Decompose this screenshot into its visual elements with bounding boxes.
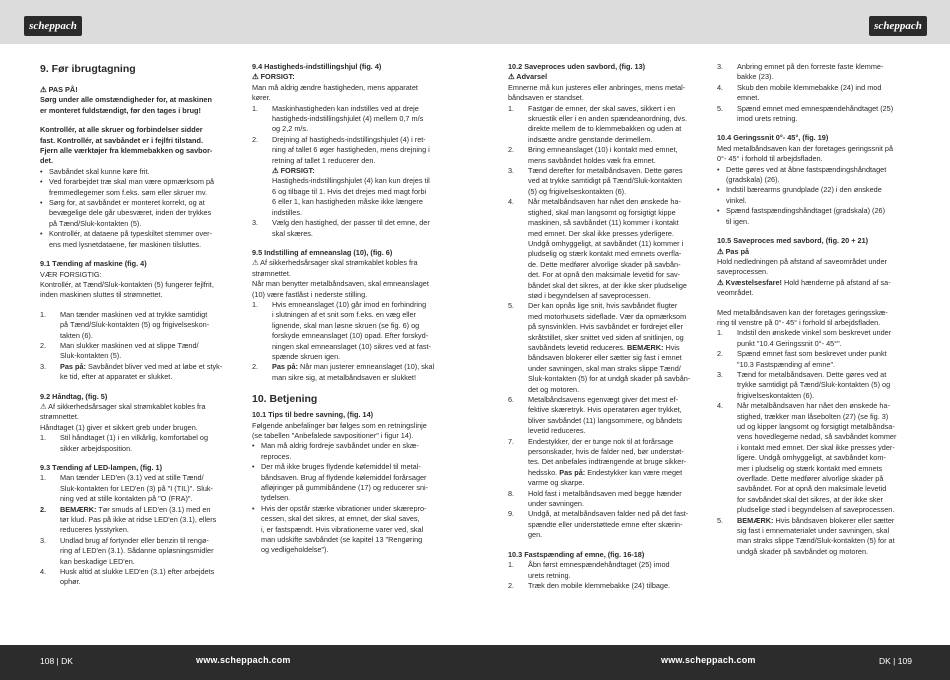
- page-number-left: 108 | DK: [40, 656, 73, 666]
- list-item: 3. Undlad brug af fortynder eller benzin til rengø- ring af LED'en (3.1). Sådanne opløsningsmidler kan beskadige LED'en.: [40, 535, 214, 566]
- list-item: 4. Når metalbåndsaven har nået den ønskede ha- stighed, skal man langsomt og forsigtigt kippe maskinen, så savbåndet (11) kommer i kontakt med emnet. Der skal ikke presses yderligere. Undgå omhyggeligt, at savbåndet (11) kommer i pludselig og stærk kontakt med emnets overfla- de. Dette medfører alvorlige skader på savbån- det. For at opnå den maksimale levetid for sav- båndet skal det sikres, at der ikke sker pludselige stød i begyndelsen af saveprocessen.: [508, 197, 687, 300]
- text-line: Hold nedledningen på afstand af saveområdet under: [717, 256, 887, 266]
- list-item: 5. Der kan opnås lige snit, hvis savbåndet flugter med motorhusets sideflade. Vær da opmærksom på synsvinklen. Hvis savbåndet er fordrejet eller skråtstillet, sker snittet ved siden af snitlinjen, og savbåndets levetid reduceres. BEMÆRK: Hvis båndsaven blokerer eller sætter sig fast i emnet under savningen, skal man straks slippe Tænd/ Sluk-kontakten (5) for at undgå skader på savbån- det og motoren.: [508, 301, 691, 394]
- list-item: 5. BEMÆRK: Hvis båndsaven blokerer eller sætter sig fast i emnematerialet under savningen, skal man straks slippe Tænd/Sluk-kontakten (5) for at undgå skader på savbåndet og motoren.: [717, 515, 895, 556]
- text-line: saveprocessen.: [717, 267, 769, 277]
- list-item: 2. Drejning af hastigheds-indstillingshjulet (4) i ret- ning af tallet 6 øger hastigheden, mens drejning i retning af tallet 1 reducerer den. ⚠ FORSIGT: Hastigheds-indstillingshjulet (4) kan kun drejes til 6 og tilbage til 1. Hvis det drejes med magt forbi 6 eller 1, kan hastigheden måske ikke længere indstilles.: [252, 134, 430, 217]
- text-line: Emnerne må kun justeres eller anbringes, mens metal-: [508, 82, 686, 92]
- text-line: ⚠ Af sikkerhedsårsager skal strømkablet kobles fra: [40, 401, 206, 411]
- list-item: 1. Man tænder maskinen ved at trykke samtidigt på Tænd/Sluk-kontakten (5) og frigivelseskon- takten (6).: [40, 309, 210, 340]
- column-3: [508, 62, 700, 591]
- text-line: (10) være fastlåst i nederste stilling.: [252, 289, 368, 299]
- column-2: [252, 62, 444, 556]
- list-item: 6. Metalbåndsavens egenvægt giver det mest ef- fektive skæretryk. Hvis operatøren øger trykket, bliver savbåndet (11) langsommere, og båndets levetid reduceres.: [508, 395, 682, 436]
- bullet-item: • Ved forarbejdet træ skal man være opmærksom på fremmedlegemer som f.eks. søm eller skruer mv.: [40, 177, 215, 197]
- text-line: er monteret fuldstændigt, før den tages i brug!: [40, 105, 201, 115]
- section-9-2-heading: 9.2 Håndtag, (fig. 5): [40, 391, 108, 401]
- text-line: Sørg under alle omstændigheder for, at maskinen: [40, 95, 212, 105]
- website-link-right[interactable]: www.scheppach.com: [661, 655, 756, 665]
- column-4: [717, 62, 911, 557]
- list-item: 2. Træk den mobile klemmebakke (24) tilbage.: [508, 580, 671, 590]
- list-item: 4. Når metalbåndsaven har nået den ønskede ha- stighed, trækker man låsebolten (27) (se fig. 3) ud og kipper langsomt og forsigtigt metalbåndsa- vens hovedlegeme nedad, så savbåndet kommer i kontakt med emnet. Der skal ikke presses yder- ligere. Undgå omhyggeligt, at savbåndet kom- mer i pludselig og stærk kontakt med emnets overflade. Dette medfører alvorlige skader på savbåndet. For at opnå den maksimale levetid for savbåndet skal det sikres, at der ikke sker pludselige stød i begyndelsen af saveprocessen.: [717, 401, 897, 515]
- header-bar: [0, 0, 950, 44]
- text-line: Fjern alle værktøjer fra klemmebakken og savbor-: [40, 146, 213, 156]
- caution-label: ⚠ Pas på: [717, 246, 750, 256]
- section-10-heading: 10. Betjening: [252, 393, 318, 406]
- text-line: Følgende anbefalinger bør følges som en retningslinje: [252, 420, 427, 430]
- list-item: 1. Hvis emneanslaget (10) går imod en forhindring i slutningen af et snit som f.eks. en væg eller lignende, skal man løsne skruen (se fig. 6) og forskyde emneanslaget (10) opad. Efter forskyd- ningen skal emneanslaget (10) sikres ved at fast- spænde skruen igen.: [252, 299, 431, 361]
- list-item: 1. Åbn først emnespændehåndtaget (25) imod urets retning.: [508, 560, 670, 580]
- bullet-item: • Spænd fastspændingshåndtaget (gradskala) (26) til igen.: [717, 206, 886, 226]
- list-item: 2. Man slukker maskinen ved at slippe Tænd/ Sluk-kontakten (5).: [40, 340, 199, 361]
- list-item: 9. Undgå, at metalbåndsaven falder ned på det fast- spændte eller understøttede emne efter skærin- gen.: [508, 509, 689, 540]
- bullet-item: • Savbåndet skal kunne køre frit.: [40, 166, 150, 176]
- text-line: Når man benytter metalbåndsaven, skal emneanslaget: [252, 279, 429, 289]
- text-line: Kontrollér, at Tænd/Sluk-kontakten (5) fungerer fejlfrit,: [40, 279, 214, 289]
- text-line: kører.: [252, 93, 271, 103]
- text-line: Kontrollér, at alle skruer og forbindelser sidder: [40, 125, 203, 135]
- section-9-heading: 9. Før ibrugtagning: [40, 63, 136, 75]
- section-9-5-heading: 9.5 Indstilling af emneanslag (10), (fig. 6): [252, 247, 393, 257]
- scheppach-logo-left: scheppach: [24, 16, 82, 36]
- section-10-2-heading: 10.2 Saveproces uden savbord, (fig. 13): [508, 62, 646, 71]
- text-line: Håndtaget (1) giver et sikkert greb under brugen.: [40, 422, 198, 432]
- footer-bar: [0, 645, 950, 680]
- bullet-item: • Man må aldrig fordreje savbåndet under en skæ- reproces.: [252, 441, 419, 461]
- list-item: 1. Fastgør de emner, der skal saves, sikkert i en skruestik eller i en anden spændeanordning, dvs. direkte mellem de to klemmebakken og uden at indsætte andre genstande derimellem.: [508, 103, 688, 144]
- list-item: 1. Maskinhastigheden kan indstilles ved at dreje hastigheds-indstillingshjulet (4) mellem 0,7 m/s og 2,2 m/s.: [252, 103, 424, 134]
- text-line: fast. Kontrollér, at savbåndet er i fejlfri tilstand.: [40, 135, 204, 145]
- text-line: båndsaven er standset.: [508, 93, 584, 103]
- bullet-item: • Hvis der opstår stærke vibrationer under skærepro- cessen, skal det sikres, at emnet, der skal saves, i, er fastspændt. Hvis vibrationerne varer ved, skal man udskifte savbåndet (se kapitel 13 "Rengøring og vedligeholdelse").: [252, 503, 427, 555]
- text-line: Med metalbåndsaven kan der foretages geringssnit på: [717, 143, 894, 153]
- list-item: 2. Pas på: Når man justerer emneanslaget (10), skal man sikre sig, at metalbåndsaven er slukket!: [252, 362, 435, 382]
- text-line: veområdet.: [717, 288, 754, 298]
- text-line: VÆR FORSIGTIG:: [40, 269, 102, 279]
- list-item: 1. Indstil den ønskede vinkel som beskrevet under punkt "10.4 Geringssnit 0°- 45°".: [717, 328, 892, 348]
- text-line: inden maskinen sluttes til strømnettet.: [40, 290, 163, 300]
- list-item: 1. Stil håndtaget (1) i en vilkårlig, komfortabel og sikker arbejdsposition.: [40, 433, 209, 453]
- list-item: 2. BEMÆRK: Tør smuds af LED'en (3.1) med en tør klud. Pas på ikke at ridse LED'en (3.1), ellers reduceres lysstyrken.: [40, 504, 217, 535]
- website-link-left[interactable]: www.scheppach.com: [196, 655, 291, 665]
- list-item: 3. Tænd for metalbåndsaven. Dette gøres ved at trykke samtidigt på Tænd/Sluk-kontakten (5) og frigivelseskontakten (6).: [717, 369, 891, 400]
- text-line: 0°- 45° i forhold til arbejdsfladen.: [717, 154, 823, 164]
- bullet-item: • Indstil bærearms grundplade (22) i den ønskede vinkel.: [717, 185, 882, 205]
- list-item: 3. Vælg den hastighed, der passer til det emne, der skal skæres.: [252, 218, 430, 238]
- text-line: strømnettet.: [252, 268, 291, 278]
- section-9-1-heading: 9.1 Tænding af maskine (fig. 4): [40, 259, 147, 269]
- list-item: 1. Man tænder LED'en (3.1) ved at stille Tænd/ Sluk-kontakten for LED'en (3) på "I (TIL)". Sluk- ning ved at stille kontakten på "O (FRA)".: [40, 473, 213, 504]
- warning-label: ⚠ PAS PÅ!: [40, 85, 78, 94]
- list-item: 8. Hold fast i metalbåndsaven med begge hænder under savningen.: [508, 488, 682, 509]
- list-item: 3. Tænd derefter for metalbåndsaven. Dette gøres ved at trykke samtidigt på Tænd/Sluk-kontakten (5) og frigivelseskontakten (6).: [508, 166, 683, 196]
- text-line: strømnettet.: [40, 412, 79, 422]
- bullet-item: • Kontrollér, at dataene på typeskiltet stemmer over- ens med lysnetdataene, før maskinen tilsluttes.: [40, 229, 213, 249]
- list-item: 2. Spænd emnet fast som beskrevet under punkt "10.3 Fastspænding af emne".: [717, 349, 887, 369]
- list-item: 2. Bring emneanslaget (10) i kontakt med emnet, mens savbåndet holdes væk fra emnet.: [508, 145, 678, 165]
- column-1: [40, 62, 233, 588]
- text-line: ⚠ Kvæstelsesfare! Hold hænderne på afstand af sa-: [717, 277, 891, 287]
- list-item: 3. Anbring emnet på den forreste faste klemme- bakke (23).: [717, 62, 884, 82]
- bullet-item: • Dette gøres ved at åbne fastspændingshåndtaget (gradskala) (26).: [717, 164, 887, 185]
- bullet-item: • Der må ikke bruges flydende kølemiddel til metal- båndsaven. Brug af flydende kølemiddel forårsager afløjringer på gummibåndene (17) og reducerer sni- tydelsen.: [252, 462, 429, 503]
- scheppach-logo-right: scheppach: [869, 16, 927, 36]
- section-10-1-heading: 10.1 Tips til bedre savning, (fig. 14): [252, 410, 374, 420]
- text-line: det.: [40, 156, 53, 166]
- page-number-right: DK | 109: [879, 656, 912, 666]
- text-line: ring til venstre på 0°- 45° i forhold til arbejdsfladen.: [717, 317, 881, 327]
- list-item: 4. Skub den mobile klemmebakke (24) ind mod emnet.: [717, 82, 882, 103]
- caution-label: ⚠ FORSIGT:: [252, 72, 295, 82]
- list-item: 4. Husk altid at slukke LED'en (3.1) efter arbejdets ophør.: [40, 567, 215, 587]
- section-10-5-heading: 10.5 Saveproces med savbord, (fig. 20 + 21): [717, 236, 869, 246]
- warning-label: ⚠ Advarsel: [508, 72, 548, 82]
- list-item: 3. Pas på: Savbåndet bliver ved med at løbe et styk- ke tid, efter at apparatet er slukket.: [40, 361, 223, 382]
- text-line: Med metalbåndsaven kan der foretages geringsskæ-: [717, 307, 888, 317]
- section-9-3-heading: 9.3 Tænding af LED-lampen, (fig. 1): [40, 463, 163, 472]
- list-item: 5. Spænd emnet med emnespændehåndtaget (25) imod urets retning.: [717, 103, 894, 124]
- text-line: ⚠ Af sikkerhedsårsager skal strømkablet kobles fra: [252, 258, 418, 268]
- section-9-4-heading: 9.4 Hastigheds-indstillingshjul (fig. 4): [252, 62, 382, 71]
- section-10-4-heading: 10.4 Geringssnit 0°- 45°, (fig. 19): [717, 133, 829, 143]
- bullet-item: • Sørg for, at savbåndet er monteret korrekt, og at bevægelige dele går ubesværet, inden der trykkes på Tænd/Sluk-kontakten (5).: [40, 198, 212, 228]
- text-line: Man må aldrig ændre hastigheden, mens apparatet: [252, 82, 418, 92]
- section-10-3-heading: 10.3 Fastspænding af emne, (fig. 16-18): [508, 549, 645, 559]
- text-line: (se tabellen "Anbefalede savpositioner" i figur 14).: [252, 431, 414, 440]
- list-item: 7. Endestykker, der er tunge nok til at forårsage personskader, hvis de falder ned, bør understøt- tes. Det anbefales indtrængende at bruge sikker- hedssko. Pas på: Endestykker kan være meget varme og skarpe.: [508, 436, 687, 488]
